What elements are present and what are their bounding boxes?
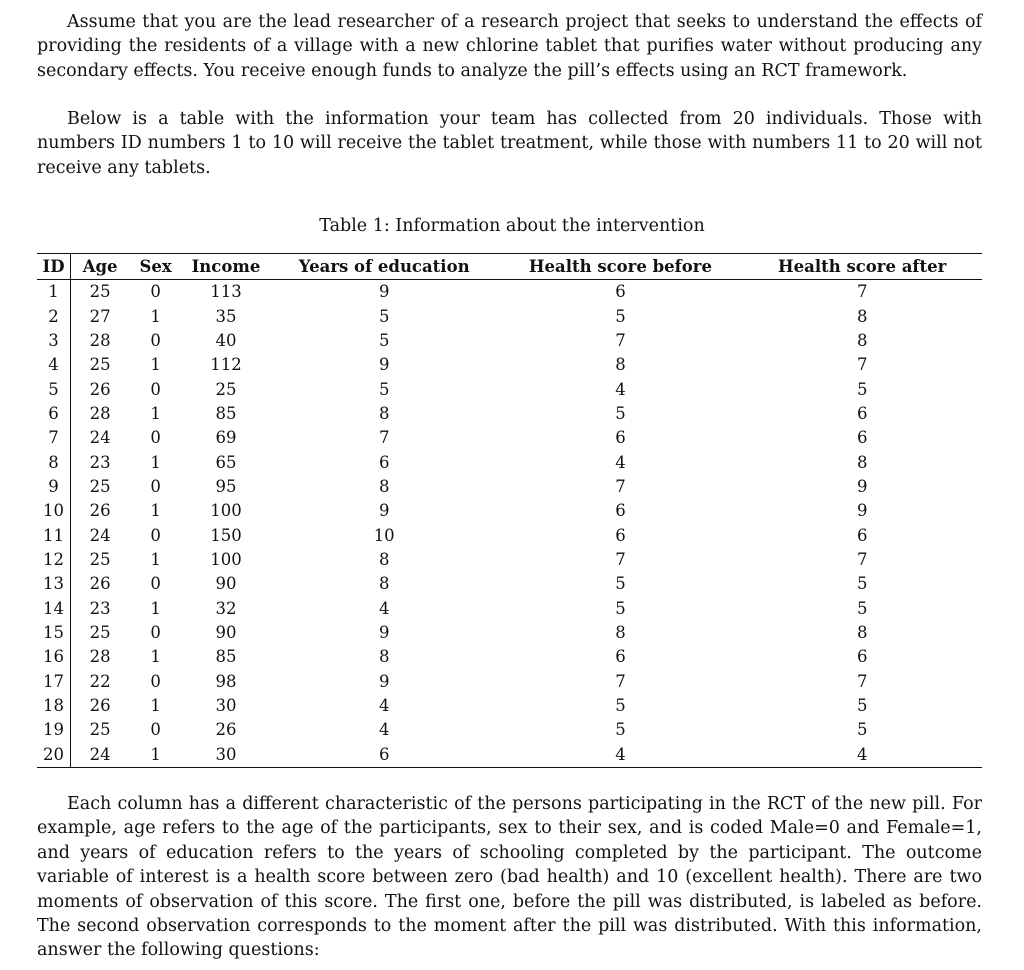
- cell-health-score-before: 6: [615, 525, 626, 545]
- cell-health-score-after: 8: [856, 330, 868, 350]
- cell-health-score-after: 7: [856, 282, 868, 302]
- cell-sex: 1: [150, 355, 161, 375]
- cell-health-score-before: 5: [615, 306, 626, 326]
- cell-age: 27: [71, 304, 130, 328]
- cell-years-of-education: 9: [378, 282, 390, 302]
- cell-health-score-before: 5: [615, 403, 626, 423]
- cell-age: 26: [71, 694, 130, 718]
- cell-years-of-education: 9: [378, 501, 390, 521]
- table-header-row: [37, 254, 982, 280]
- cell-health-score-after: 8: [856, 622, 868, 642]
- cell-id: 5: [48, 379, 59, 399]
- table-caption: Table 1: Information about the intervention: [319, 216, 705, 236]
- header-income: Income: [182, 254, 270, 280]
- cell-id: 8: [48, 452, 59, 472]
- cell-health-score-before: 6: [615, 647, 626, 667]
- cell-years-of-education: 5: [378, 379, 390, 399]
- table-intro-paragraph: Below is a table with the information your team has collected from 20 individuals. Those with numbers ID numbers 1 to 10 will receive the tablet treatment, while those with numbers 11 to 20 will not receive any tablets.: [37, 109, 982, 178]
- cell-health-score-after: 5: [856, 598, 868, 618]
- cell-age: 23: [71, 450, 130, 474]
- cell-sex: 0: [150, 622, 161, 642]
- cell-income: 40: [215, 330, 237, 350]
- cell-sex: 1: [150, 696, 161, 716]
- table-row: [37, 450, 982, 474]
- cell-years-of-education: 8: [378, 574, 390, 594]
- cell-id: 15: [43, 622, 64, 642]
- table-row: [37, 596, 982, 620]
- cell-age: 26: [71, 572, 130, 596]
- cell-age: 25: [71, 475, 130, 499]
- table-row: [37, 353, 982, 377]
- cell-income: 30: [215, 696, 237, 716]
- cell-health-score-after: 6: [856, 647, 868, 667]
- cell-sex: 0: [150, 525, 161, 545]
- cell-health-score-before: 4: [615, 379, 626, 399]
- cell-years-of-education: 5: [378, 330, 390, 350]
- table-row: [37, 572, 982, 596]
- cell-health-score-before: 4: [498, 743, 742, 768]
- cell-age: 28: [71, 329, 130, 353]
- cell-age: 24: [71, 426, 130, 450]
- cell-health-score-after: 7: [856, 671, 868, 691]
- cell-health-score-after: 6: [856, 403, 868, 423]
- cell-id: 6: [48, 403, 59, 423]
- cell-sex: 1: [150, 647, 161, 667]
- cell-health-score-after: 5: [856, 379, 868, 399]
- cell-sex: 1: [150, 549, 161, 569]
- intervention-table: [37, 253, 982, 768]
- cell-age: 22: [71, 670, 130, 694]
- cell-id: 2: [48, 306, 59, 326]
- cell-health-score-before: 7: [615, 330, 626, 350]
- table-row: [37, 743, 982, 768]
- cell-sex: 1: [150, 306, 161, 326]
- cell-id: 13: [43, 574, 64, 594]
- cell-id: 10: [43, 501, 64, 521]
- cell-sex: 0: [150, 476, 161, 496]
- cell-health-score-after: 9: [856, 476, 868, 496]
- table-row: [37, 304, 982, 328]
- cell-income: 150: [210, 525, 242, 545]
- cell-health-score-before: 5: [615, 574, 626, 594]
- cell-health-score-before: 5: [615, 720, 626, 740]
- cell-years-of-education: 10: [373, 525, 395, 545]
- cell-years-of-education: 4: [378, 696, 390, 716]
- cell-health-score-before: 6: [615, 501, 626, 521]
- header-id: ID: [37, 254, 71, 280]
- cell-age: 25: [71, 621, 130, 645]
- cell-id: 14: [43, 598, 64, 618]
- header-health-score-before: Health score before: [498, 254, 742, 280]
- cell-health-score-after: 6: [856, 525, 868, 545]
- cell-health-score-after: 5: [856, 696, 868, 716]
- cell-years-of-education: 9: [378, 622, 390, 642]
- cell-id: 12: [43, 549, 64, 569]
- cell-health-score-after: 5: [856, 574, 868, 594]
- table-row: [37, 377, 982, 401]
- table-row: [37, 523, 982, 547]
- cell-income: 65: [215, 452, 237, 472]
- cell-sex: 0: [150, 720, 161, 740]
- cell-health-score-before: 7: [615, 476, 626, 496]
- cell-income: 35: [215, 306, 237, 326]
- cell-health-score-before: 6: [615, 428, 626, 448]
- table-row: [37, 645, 982, 669]
- cell-sex: 0: [150, 428, 161, 448]
- cell-age: 28: [71, 645, 130, 669]
- cell-age: 23: [71, 596, 130, 620]
- intro-paragraph: Assume that you are the lead researcher of a research project that seeks to understand the effects of providing the residents of a village with a new chlorine tablet that purifies water without producing any secondary effects. You receive enough funds to analyze the pill’s effects using an RCT framework.: [37, 12, 982, 81]
- cell-years-of-education: 6: [378, 452, 390, 472]
- cell-health-score-after: 8: [856, 452, 868, 472]
- cell-age: 25: [71, 718, 130, 742]
- cell-id: 18: [43, 696, 64, 716]
- table-row: [37, 475, 982, 499]
- cell-sex: 1: [129, 743, 182, 768]
- cell-id: 7: [48, 428, 59, 448]
- cell-income: 69: [215, 428, 237, 448]
- cell-age: 26: [71, 377, 130, 401]
- header-health-score-after: Health score after: [742, 254, 982, 280]
- cell-sex: 1: [150, 501, 161, 521]
- cell-id: 11: [43, 525, 64, 545]
- cell-income: 85: [215, 647, 237, 667]
- cell-health-score-after: 9: [856, 501, 868, 521]
- cell-health-score-after: 6: [856, 428, 868, 448]
- table-row: [37, 499, 982, 523]
- cell-health-score-before: 5: [615, 696, 626, 716]
- cell-years-of-education: 4: [378, 598, 390, 618]
- cell-age: 25: [71, 548, 130, 572]
- cell-sex: 0: [150, 282, 161, 302]
- cell-years-of-education: 4: [378, 720, 390, 740]
- table-row: [37, 548, 982, 572]
- cell-sex: 0: [150, 330, 161, 350]
- cell-income: 95: [215, 476, 237, 496]
- cell-income: 90: [215, 622, 237, 642]
- cell-age: 28: [71, 402, 130, 426]
- cell-years-of-education: 8: [378, 647, 390, 667]
- cell-years-of-education: 8: [378, 476, 390, 496]
- cell-health-score-before: 4: [615, 452, 626, 472]
- cell-health-score-before: 8: [615, 622, 626, 642]
- cell-health-score-before: 6: [615, 282, 626, 302]
- cell-income: 90: [215, 574, 237, 594]
- table-row: [37, 280, 982, 305]
- cell-sex: 0: [150, 574, 161, 594]
- cell-sex: 1: [150, 598, 161, 618]
- cell-income: 85: [215, 403, 237, 423]
- table-row: [37, 329, 982, 353]
- cell-id: 17: [43, 671, 64, 691]
- cell-sex: 1: [150, 403, 161, 423]
- cell-health-score-after: 7: [856, 355, 868, 375]
- cell-id: 19: [43, 720, 64, 740]
- cell-sex: 0: [150, 671, 161, 691]
- cell-sex: 0: [150, 379, 161, 399]
- header-sex: Sex: [129, 254, 182, 280]
- cell-id: 16: [43, 647, 64, 667]
- cell-id: 3: [48, 330, 59, 350]
- header-years-of-education: Years of education: [270, 254, 499, 280]
- cell-income: 25: [215, 379, 237, 399]
- table-row: [37, 718, 982, 742]
- cell-years-of-education: 5: [378, 306, 390, 326]
- table-row: [37, 426, 982, 450]
- cell-age: 24: [71, 523, 130, 547]
- cell-income: 30: [182, 743, 270, 768]
- cell-age: 25: [71, 353, 130, 377]
- cell-id: 1: [48, 282, 59, 302]
- cell-years-of-education: 6: [270, 743, 499, 768]
- cell-years-of-education: 8: [378, 403, 390, 423]
- table-row: [37, 621, 982, 645]
- cell-income: 100: [210, 549, 242, 569]
- cell-health-score-before: 7: [615, 671, 626, 691]
- cell-income: 112: [210, 355, 242, 375]
- cell-income: 100: [210, 501, 242, 521]
- cell-years-of-education: 9: [378, 355, 390, 375]
- cell-id: 20: [37, 743, 71, 768]
- cell-income: 26: [215, 720, 237, 740]
- cell-health-score-before: 8: [615, 355, 626, 375]
- cell-years-of-education: 8: [378, 549, 390, 569]
- cell-income: 98: [215, 671, 237, 691]
- cell-health-score-before: 5: [615, 598, 626, 618]
- cell-id: 9: [48, 476, 59, 496]
- table-body: [37, 280, 982, 768]
- cell-id: 4: [48, 355, 59, 375]
- header-age: Age: [71, 254, 130, 280]
- cell-age: 25: [71, 280, 130, 305]
- cell-health-score-after: 7: [856, 549, 868, 569]
- cell-income: 32: [215, 598, 237, 618]
- cell-health-score-after: 5: [856, 720, 868, 740]
- cell-health-score-after: 8: [856, 306, 868, 326]
- cell-income: 113: [210, 282, 242, 302]
- cell-years-of-education: 7: [378, 428, 390, 448]
- cell-sex: 1: [150, 452, 161, 472]
- cell-health-score-before: 7: [615, 549, 626, 569]
- table-row: [37, 670, 982, 694]
- table-row: [37, 694, 982, 718]
- cell-age: 26: [71, 499, 130, 523]
- cell-health-score-after: 4: [742, 743, 982, 768]
- cell-age: 24: [71, 743, 130, 768]
- table-row: [37, 402, 982, 426]
- closing-paragraph: Each column has a different characteristic of the persons participating in the RCT of the new pill. For example, age refers to the age of the participants, sex to their sex, and is coded Male=0 and Female=1, and years of education refers to the years of schooling completed by the participant. The outcome variable of interest is a health score between zero (bad health) and 10 (excellent health). There are two moments of observation of this score. The first one, before the pill was distributed, is labeled as before. The second observation corresponds to the moment after the pill was distributed. With this information, answer the following questions:: [37, 794, 982, 961]
- cell-years-of-education: 9: [378, 671, 390, 691]
